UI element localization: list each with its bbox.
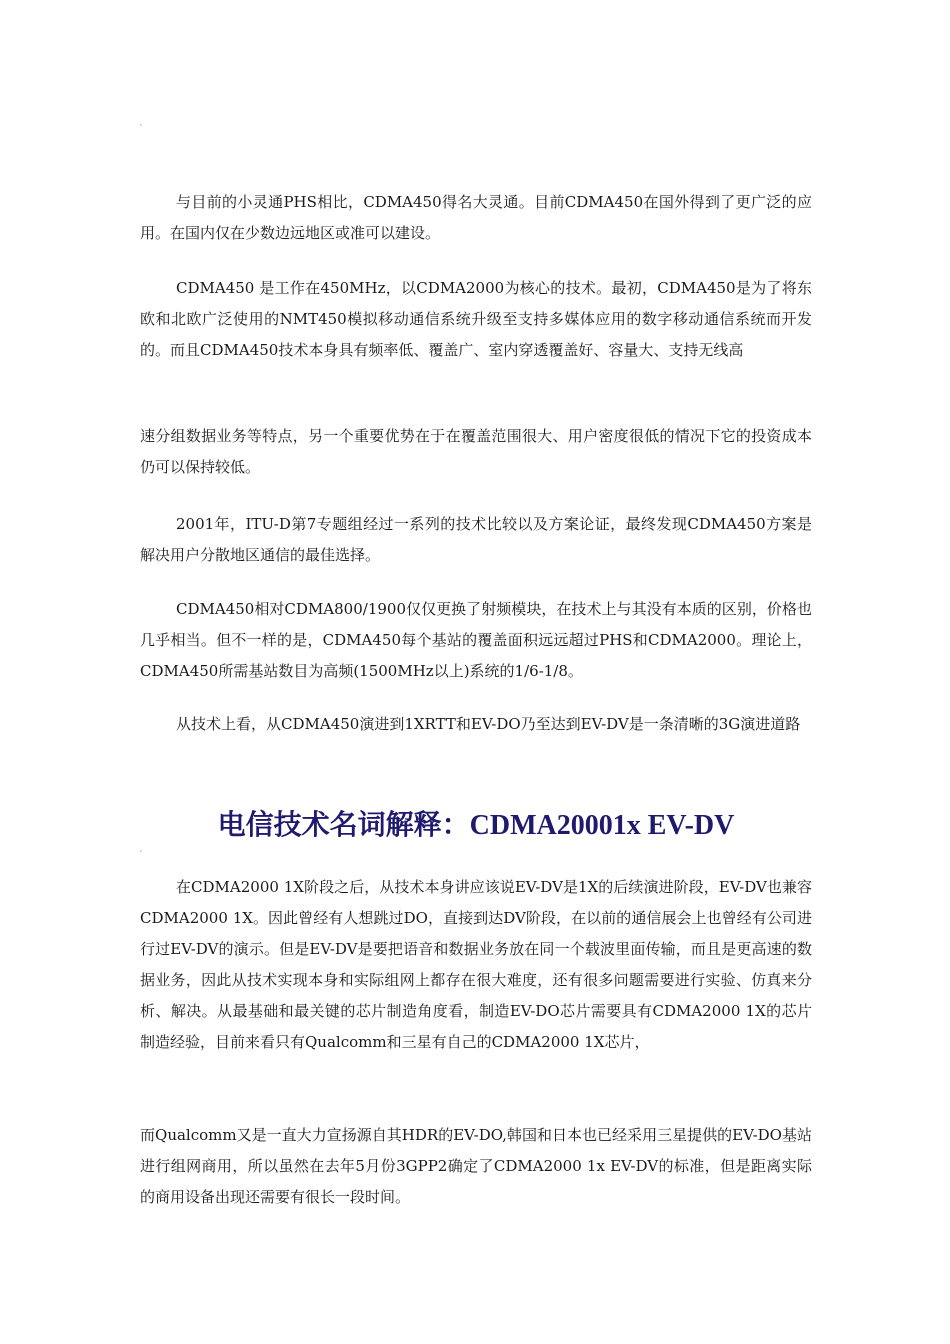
paragraph-evolution-path: 从技术上看，从CDMA450演进到1XRTT和EV-DO乃至达到EV-DV是一条清晰的3G演进道路 (176, 715, 801, 733)
paragraph-ev-dv-stage: 在CDMA2000 1X阶段之后，从技术本身讲应该说EV-DV是1X的后续演进阶段，EV-DV也兼容CDMA2000 1X。因此曾经有人想跳过DO，直接到达DV阶段，在以前的通信展会上也曾经有公司进行过EV-DV的演示。但是EV-DV是要把语音和数据业务放在同一个载波里面传输，而且是更高速的数据业务，因此从技术实现本身和实际组网上都存在很大难度，还有很多问题需要进行实验、仿真来分析、解决。从最基础和最关键的芯片制造角度看，制造EV-DO芯片需要具有CDMA2000 1X的芯片制造经验，目前来看只有Qualcomm和三星有自己的CDMA2000 1X芯片， (140, 878, 812, 1051)
page-mark-top (140, 124, 142, 126)
paragraph-itu-d-2001: 2001年，ITU-D第7专题组经过一系列的技术比较以及方案论证，最终发现CDMA450方案是解决用户分散地区通信的最佳选择。 (140, 515, 812, 564)
section-heading: 电信技术名词解释：CDMA20001x EV-DV (217, 810, 735, 841)
paragraph-phs-comparison: 与目前的小灵通PHS相比，CDMA450得名大灵通。目前CDMA450在国外得到了更广泛的应用。在国内仅在少数边远地区或准可以建设。 (140, 193, 812, 242)
paragraph-rf-module-comparison: CDMA450相对CDMA800/1900仅仅更换了射频模块，在技术上与其没有本质的区别，价格也几乎相当。但不一样的是，CDMA450每个基站的覆盖面积远远超过PHS和CDMA2000。理论上，CDMA450所需基站数目为高频(1500MHz以上)系统的1/6-1/8。 (140, 600, 812, 680)
paragraph-qualcomm-hdr: 而Qualcomm又是一直大力宣扬源自其HDR的EV-DO,韩国和日本也已经采用三星提供的EV-DO基站进行组网商用，所以虽然在去年5月份3GPP2确定了CDMA2000 1x EV-DV的标准，但是距离实际的商用设备出现还需要有很长一段时间。 (140, 1126, 812, 1206)
page-mark-heading (140, 850, 142, 852)
paragraph-packet-data-advantages: 速分组数据业务等特点，另一个重要优势在于在覆盖范围很大、用户密度很低的情况下它的投资成本仍可以保持较低。 (140, 427, 812, 476)
paragraph-cdma450-technology: CDMA450 是工作在450MHz，以CDMA2000为核心的技术。最初，CDMA450是为了将东欧和北欧广泛使用的NMT450模拟移动通信系统升级至支持多媒体应用的数字移动通信系统而开发的。而且CDMA450技术本身具有频率低、覆盖广、室内穿透覆盖好、容量大、支持无线高 (140, 279, 812, 359)
